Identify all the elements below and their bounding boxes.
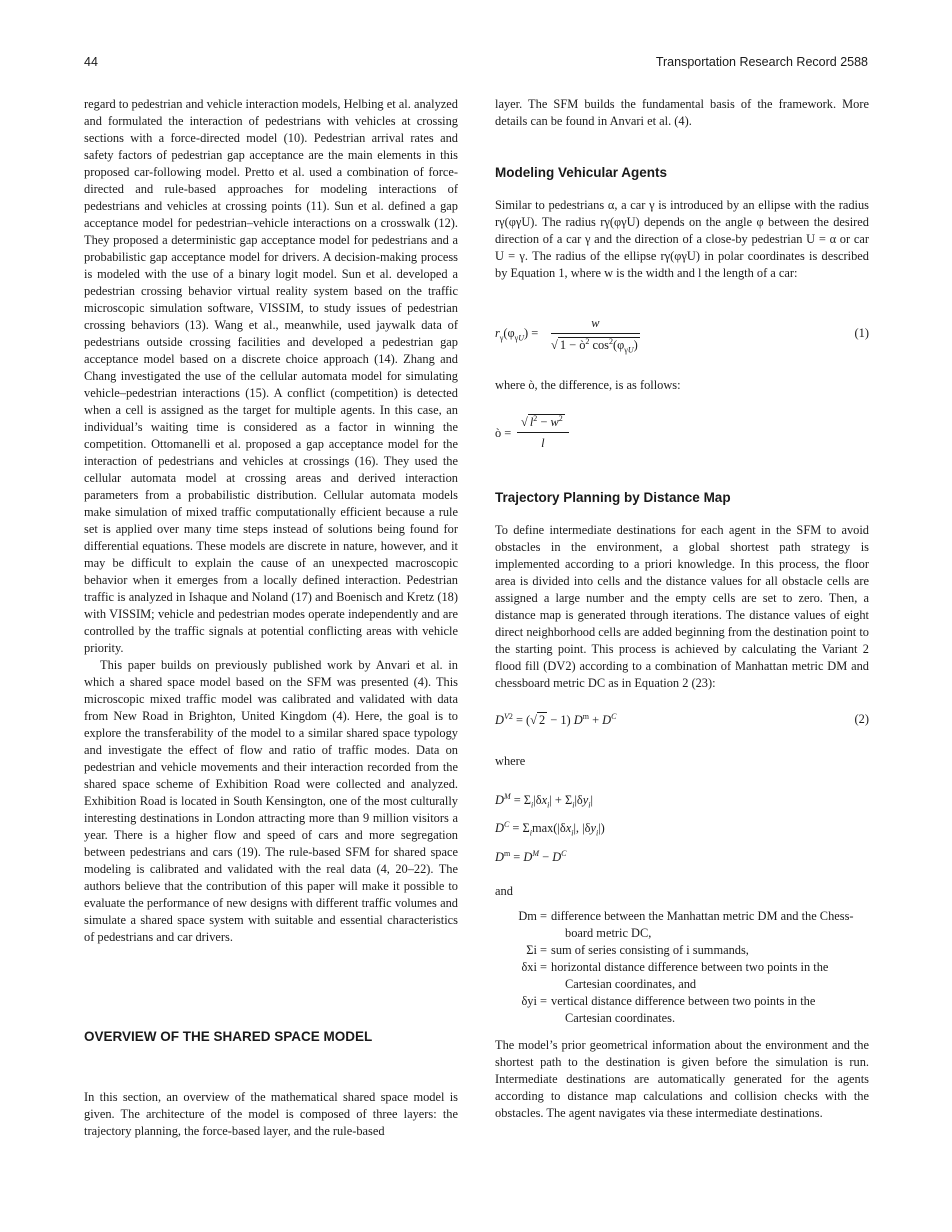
- equation-manhattan: $D^M = \Sigma_i|\delta x_i| + \Sigma_i|\delta y_i|$: [495, 792, 593, 810]
- body-paragraph: regard to pedestrian and vehicle interaction models, Helbing et al. analyzed and formulated the interaction of pedestrians with vehicles at crossing sections with a force-directed model (10). Pedestrian arrival rates and safety factors of pedestrian gap acceptance are the main elements in this proposed car-following model. Pretto et al. used a combination of force-directed and rule-based approaches for modeling interactions of pedestrians and vehicles at crossing points (11). Sun et al. defined a gap acceptance model for pedestrian–vehicle interactions on a crosswalk (12). They proposed a deterministic gap acceptance model for pedestrians and a probabilistic gap acceptance model for drivers. A decision-making process is modeled with the use of a binary logit model. Sun et al. developed a pedestrian crossing behavior virtual reality system based on the traffic microscopic simulation software, VISSIM, to study issues of pedestrian crossing behaviors (13). Wang et al., meanwhile, used jaywalk data of pedestrians outside crossing facilities and developed a pedestrian gap acceptance model based on a discrete choice approach (14). Zhang and Chang investigated the use of the cellular automata model for simulating vehicle–pedestrian interactions (15). A conflict (competition) is detected when a cell is assigned as the target for multiple agents. In this case, an individual’s waiting time is considered as a factor in winning the competition. Ottomanelli et al. proposed a gap acceptance model for the interaction of pedestrians and vehicles at crossings (16). They used the cellular automata model at crossing areas and derived interaction parameters from a probabilistic distribution. Cellular automata models make simulation of mixed traffic computationally efficient because a rule set is applied over many time steps instead of solutions being found for differential equations. These models are discrete in nature, however, and it may be difficult to explain the cause of an unexpected macroscopic behavior when it emerges from a locally defined interaction. Pedestrian traffic is analyzed in Ishaque and Noland (17) and Boenisch and Kretz (18) with VISSIM; vehicle and pedestrian modes operate independently and are controlled by the traffic signals at potential conflicting areas with vehicle priority.: [84, 97, 458, 655]
- definition-desc-cont: Cartesian coordinates.: [565, 1011, 676, 1025]
- definition-item: [495, 908, 869, 942]
- equation-difference-metric: $D^m = D^M - D^C$: [495, 849, 567, 865]
- body-paragraph: To define intermediate destinations for each agent in the SFM to avoid obstacles in the environment, a global shortest path strategy is implemented according to a priori knowledge. In this process, the floor area is divided into cells and the distance values for all obstacle cells are assigned a large number and the empty cells are set to zero. Then, a distance map is generated through iterations. The distance values of eight direct neighborhood cells are added beginning from the destination point to the starting point. This process is achieved by calculating the Variant 2 flood fill (DV2) according to a combination of Manhattan metric DM and chessboard metric DC as in Equation 2 (23):: [495, 523, 869, 690]
- body-paragraph: and: [495, 884, 513, 898]
- equation-number: (2): [854, 712, 869, 726]
- body-paragraph: The model’s prior geometrical information about the environment and the shortest path to the destination is given before the simulation is run. Intermediate destinations are automatically generated for the agents according to distance map calculations and collision checks with the obstacles. The agent navigates via these intermediate destinations.: [495, 1038, 869, 1120]
- equation-difference: ò = $\frac{√ l^2 - w^2}{l}$: [495, 414, 869, 454]
- journal-running-head: Transportation Research Record 2588: [655, 55, 868, 69]
- definition-desc: horizontal distance difference between two points in the: [551, 960, 829, 974]
- body-paragraph: Similar to pedestrians α, a car γ is introduced by an ellipse with the radius rγ(φγU). The radius rγ(φγU) depends on the angle φ between the desired direction of a car γ and the direction of a close-by pedestrian U = α or car U = γ. The radius of the ellipse rγ(φγU) in polar coordinates is described by Equation 1, where w is the width and l the length of a car:: [495, 198, 869, 280]
- subsection-heading-trajectory: Trajectory Planning by Distance Map: [495, 490, 731, 505]
- definition-desc-cont: board metric DC,: [565, 926, 652, 940]
- definition-term: Σi =: [526, 943, 547, 957]
- definition-desc-cont: Cartesian coordinates, and: [565, 977, 697, 991]
- definition-desc: sum of series consisting of i summands,: [551, 943, 749, 957]
- body-paragraph: where ò, the difference, is as follows:: [495, 378, 681, 392]
- definition-term: δxi =: [521, 960, 547, 974]
- definition-item: [495, 942, 869, 959]
- definition-desc: difference between the Manhattan metric DM and the Chess-: [551, 909, 854, 923]
- body-paragraph: layer. The SFM builds the fundamental basis of the framework. More details can be found in Anvari et al. (4).: [495, 97, 869, 128]
- definition-item: [495, 959, 869, 993]
- body-paragraph: In this section, an overview of the mathematical shared space model is given. The architecture of the model is composed of three layers: the trajectory planning, the force-based layer, and the rule-based: [84, 1090, 458, 1138]
- section-heading-overview: OVERVIEW OF THE SHARED SPACE MODEL: [84, 1029, 373, 1044]
- definition-list: [495, 908, 869, 1027]
- left-column: [84, 96, 458, 946]
- equation-chessboard: $D^C = \Sigma_i\max(|\delta x_i|$, $|\delta y_i|$): [495, 820, 605, 838]
- body-paragraph: This paper builds on previously published work by Anvari et al. in which a shared space model based on the SFM was presented (4). This microscopic mixed traffic model was calibrated and validated with data from New Road in Brighton, United Kingdom (4). Here, the goal is to explore the transferability of the model to a similar shared space typology and investigate the effect of flow and ratio of traffic modes. Data on pedestrian and vehicle movements and their interaction recorded from the shared space scheme of Exhibition Road were collected and analyzed. Exhibition Road is located in South Kensington, one of the most culturally interesting destinations in London attracting more than 9 million visitors a year. There is a higher flow and speed of cars and more segregation between pedestrians and cars (19). The rule-based SFM for shared space modeling is calibrated and validated with the real data (4, 20–22). The authors believe that the contribution of this paper will make it possible to evaluate the performance of new designs with different traffic volumes and simulate a shared space system with suitable and essential characteristics of pedestrians and car drivers.: [84, 658, 458, 944]
- definition-term: δyi =: [521, 994, 547, 1008]
- subsection-heading-vehicular: Modeling Vehicular Agents: [495, 165, 668, 180]
- body-paragraph: where: [495, 754, 526, 768]
- equation-1: $r_\gamma(\varphi_{\gamma U})$ = w √ $1 - ò^2$ $\cos^2(\varphi_{\gamma U})$ (1): [495, 316, 869, 355]
- equation-number: (1): [854, 326, 869, 340]
- page-number: 44: [84, 55, 98, 69]
- equation-2: $D^{V2}$ = (√ 2 − 1) $D^m + D^C$ (2): [495, 712, 869, 728]
- definition-term: Dm =: [518, 909, 547, 923]
- definition-item: [495, 993, 869, 1027]
- definition-desc: vertical distance difference between two points in the: [551, 994, 816, 1008]
